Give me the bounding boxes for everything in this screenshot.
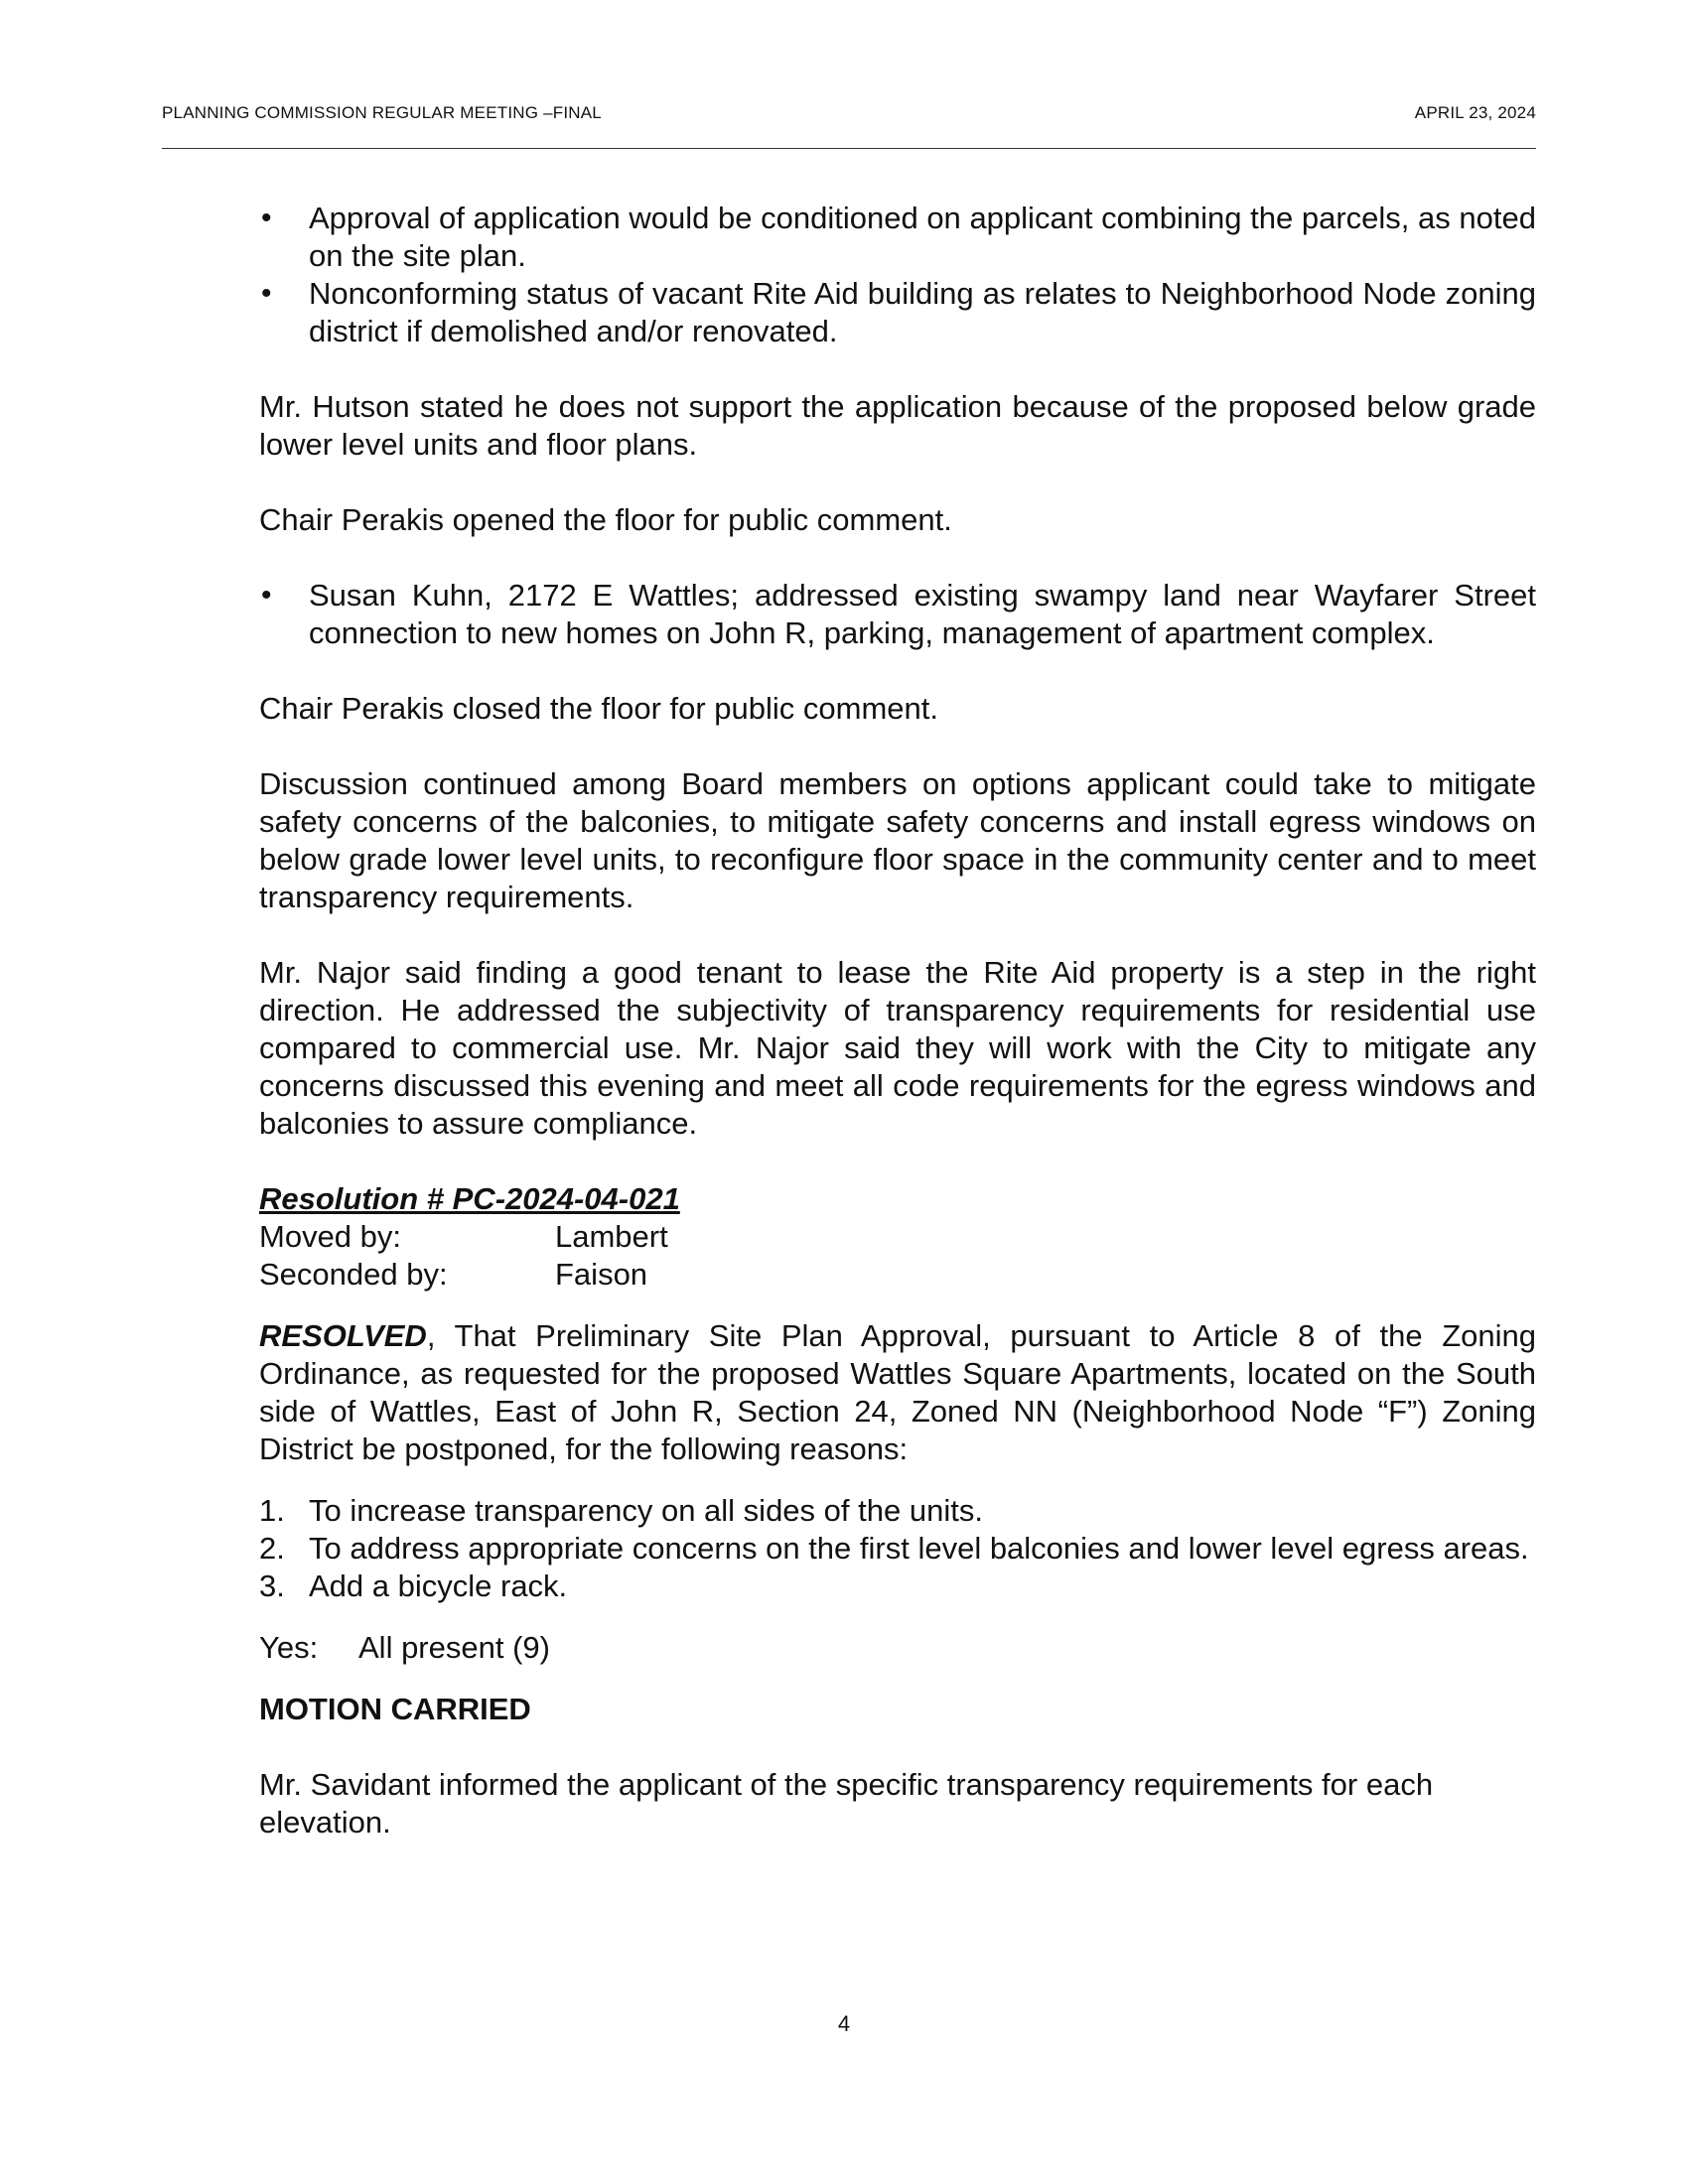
list-text: To increase transparency on all sides of the units. [309, 1493, 983, 1528]
paragraph-savidant: Mr. Savidant informed the applicant of the specific transparency requirements for each elevation. [259, 1767, 1434, 1840]
list-text: Add a bicycle rack. [309, 1569, 568, 1603]
list-number: 2. [259, 1531, 285, 1566]
paragraph-hutson: Mr. Hutson stated he does not support the application because of the proposed below grade lower level units and floor plans. [259, 389, 1536, 462]
paragraph-discussion: Discussion continued among Board members on options applicant could take to mitigate safety concerns of the balconies, to mitigate safety concerns and install egress windows on below grade lower level units, to reconfigure floor space in the community center and to meet transparency requirements. [259, 766, 1536, 914]
list-item [259, 1492, 1536, 1530]
paragraph-najor: Mr. Najor said finding a good tenant to lease the Rite Aid property is a step in the right direction. He addressed the subjectivity of transparency requirements for residential use compared to commercial use. Mr. Najor said they will work with the City to mitigate any concerns discussed this evening and meet all code requirements for the egress windows and balconies to assure compliance. [259, 955, 1536, 1141]
header-divider [162, 148, 1536, 149]
page-body [259, 200, 1536, 1842]
seconded-by-label: Seconded by: [259, 1257, 448, 1292]
list-item [259, 1568, 1536, 1605]
seconded-by-row [259, 1256, 1536, 1294]
page-number: 4 [837, 2011, 851, 2036]
resolved-text: , That Preliminary Site Plan Approval, pursuant to Article 8 of the Zoning Ordinance, as requested for the proposed Wattles Square Apartments, located on the South side of Wattles, East of John R, Section 24, Zoned NN (Neighborhood Node “F”) Zoning District be postponed, for the following reasons: [259, 1318, 1536, 1466]
moved-by-row [259, 1218, 1536, 1256]
motion-status: MOTION CARRIED [259, 1692, 531, 1726]
list-item: • Susan Kuhn, 2172 E Wattles; addressed existing swampy land near Wayfarer Street connection to new homes on John R, parking, management of apartment complex. [259, 577, 1536, 652]
list-item: • Approval of application would be conditioned on applicant combining the parcels, as noted on the site plan. [259, 200, 1536, 275]
list-item [259, 1530, 1536, 1568]
seconded-by-value: Faison [555, 1257, 648, 1292]
vote-label: Yes: [259, 1630, 319, 1665]
list-number: 3. [259, 1569, 285, 1603]
list-number: 1. [259, 1493, 285, 1528]
list-item: • Nonconforming status of vacant Rite Aid building as relates to Neighborhood Node zoning district if demolished and/or renovated. [259, 275, 1536, 350]
moved-by-label: Moved by: [259, 1219, 402, 1254]
vote-row [259, 1629, 1536, 1667]
header-meeting-title: PLANNING COMMISSION REGULAR MEETING –FINAL [162, 103, 602, 122]
reasons-list [259, 1492, 1536, 1605]
resolved-paragraph [259, 1317, 1536, 1468]
list-text: To address appropriate concerns on the first level balconies and lower level egress areas. [309, 1531, 1529, 1566]
moved-by-value: Lambert [555, 1219, 668, 1254]
resolved-keyword: RESOLVED [259, 1318, 427, 1353]
paragraph-floor-closed: Chair Perakis closed the floor for public comment. [259, 691, 939, 726]
vote-value: All present (9) [358, 1630, 550, 1665]
conditions-list [259, 200, 1536, 350]
header-date: APRIL 23, 2024 [1414, 103, 1536, 122]
paragraph-floor-opened: Chair Perakis opened the floor for public comment. [259, 502, 952, 537]
resolution-title: Resolution # PC-2024-04-021 [259, 1181, 680, 1216]
public-comment-list [259, 577, 1536, 652]
